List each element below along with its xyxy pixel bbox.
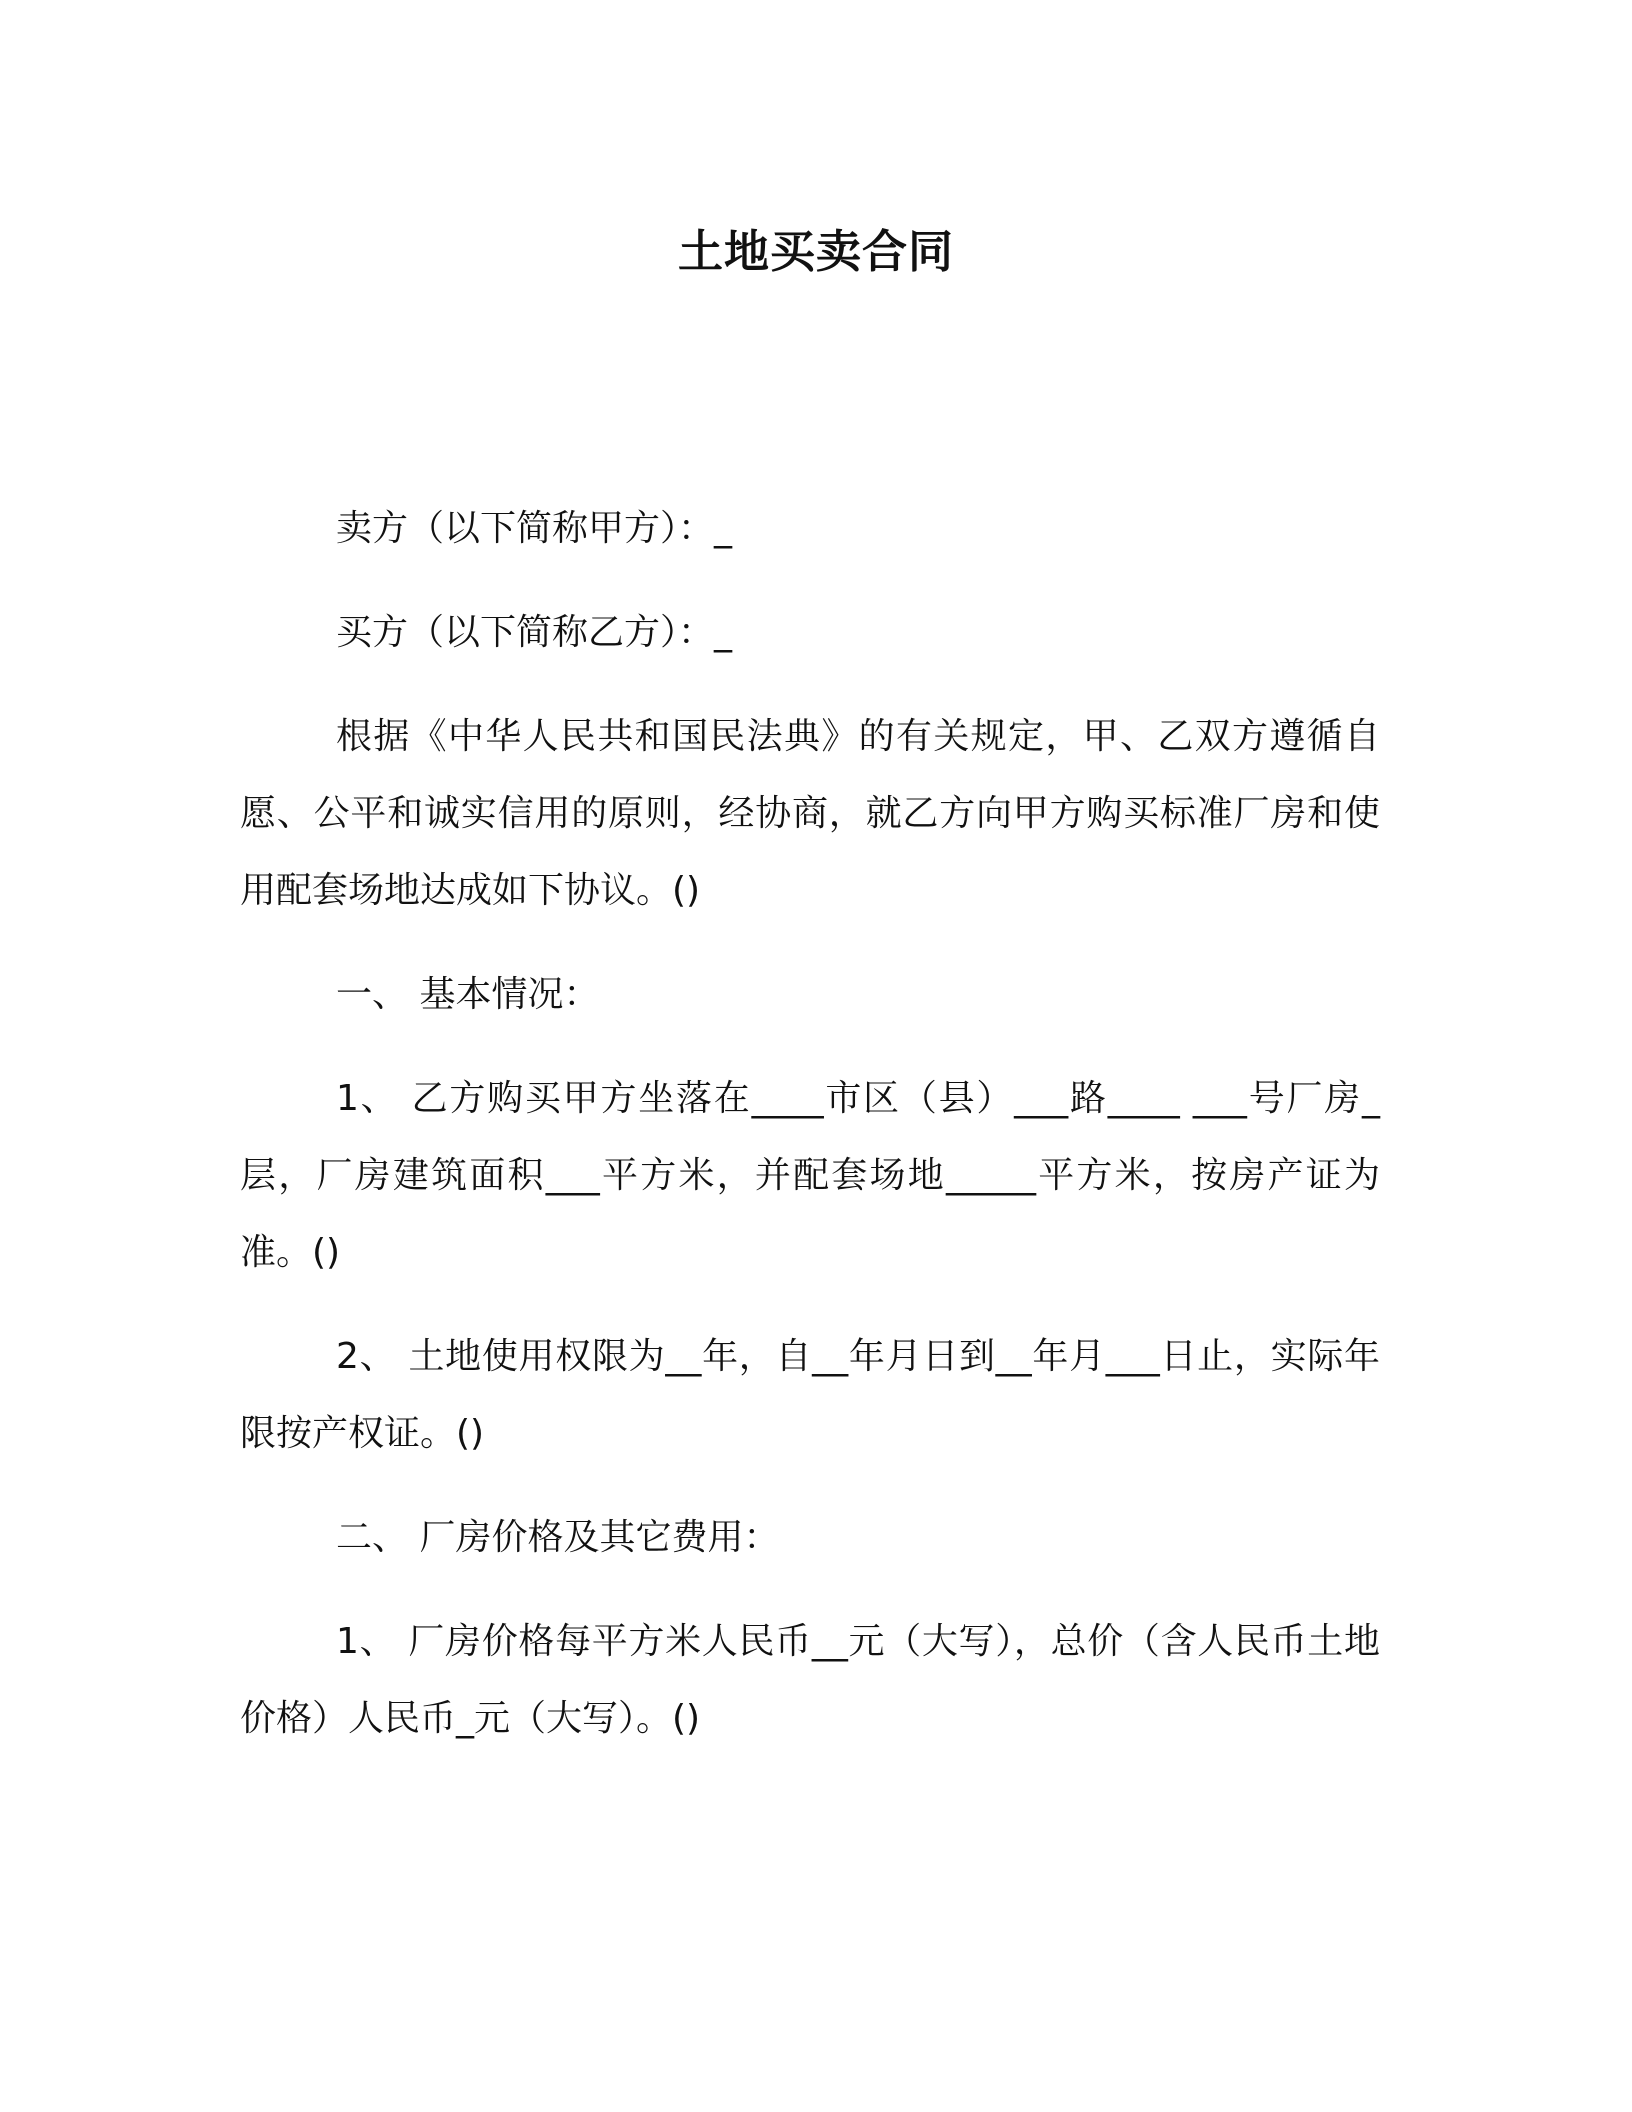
clause-1-location: 1、 乙方购买甲方坐落在____市区（县）___路____ ___号厂房_层，厂房建筑面积___平方米，并配套场地_____平方米，按房产证为准。() <box>240 1078 1380 1273</box>
clause-2-land-use-term: 2、 土地使用权限为__年，自__年月日到__年月___日止，实际年限按产权证。() <box>240 1336 1380 1454</box>
seller-line: 卖方（以下简称甲方）：_ <box>336 508 733 549</box>
preamble-paragraph: 根据《中华人民共和国民法典》的有关规定，甲、乙双方遵循自愿、公平和诚实信用的原则，经协商，就乙方向甲方购买标准厂房和使用配套场地达成如下协议。() <box>240 716 1380 911</box>
buyer-line: 买方（以下简称乙方）：_ <box>336 612 733 653</box>
section-heading-basic-info: 一、 基本情况： <box>336 974 600 1015</box>
section-heading-price: 二、 厂房价格及其它费用： <box>336 1517 780 1558</box>
document-title: 土地买卖合同 <box>677 225 954 278</box>
document-body <box>240 490 1380 1784</box>
clause-1-price: 1、 厂房价格每平方米人民币__元（大写），总价（含人民币土地价格）人民币_元（大写）。() <box>240 1621 1380 1739</box>
